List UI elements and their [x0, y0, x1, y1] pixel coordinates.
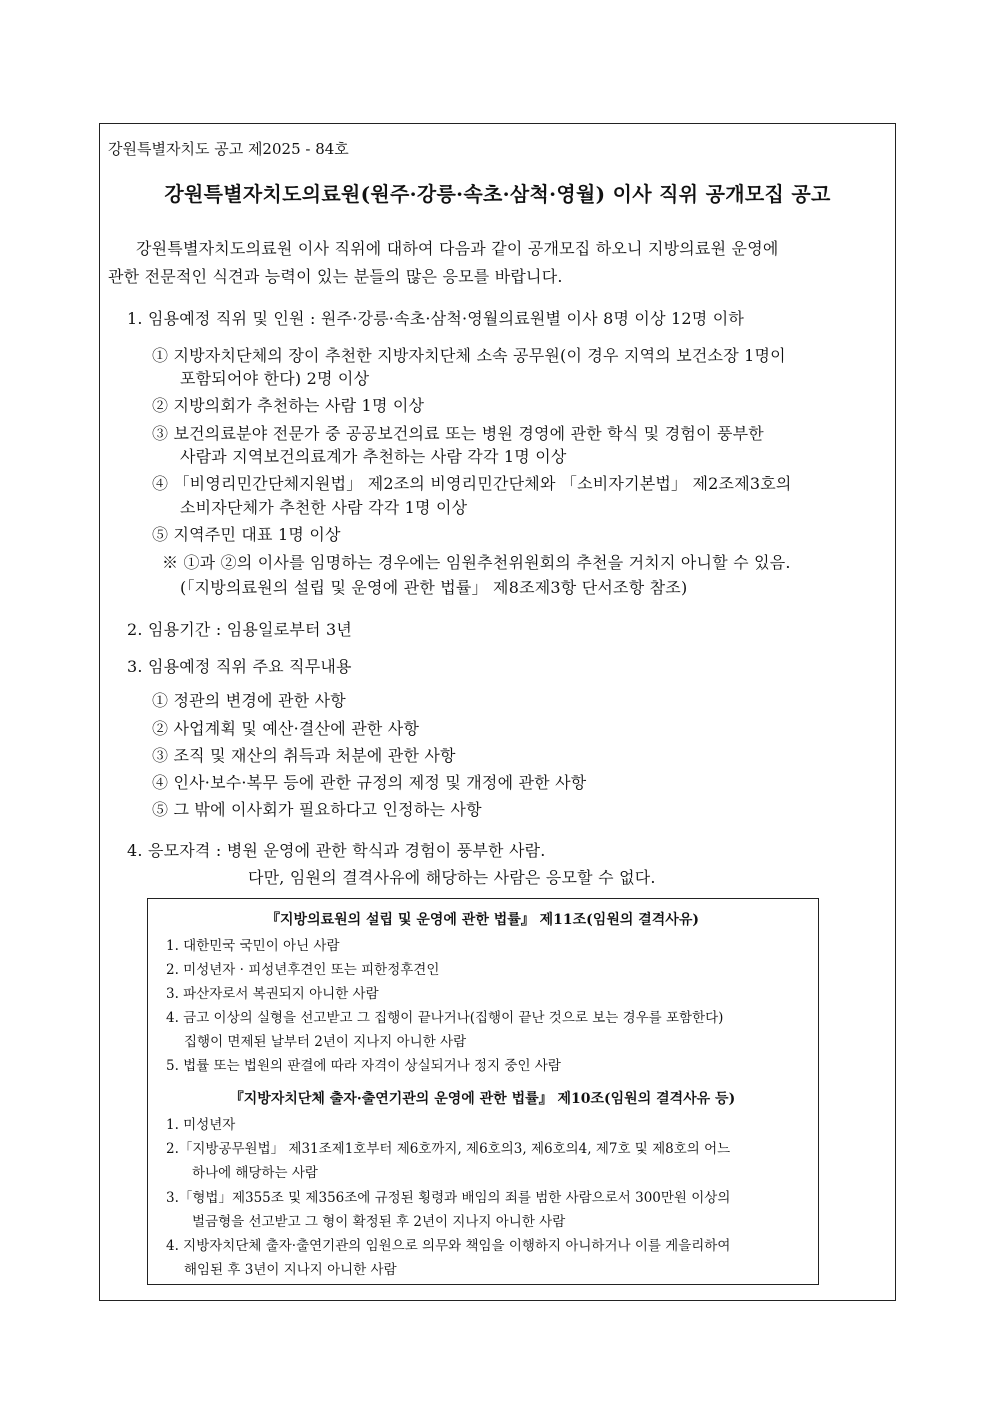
law-2-item-1: 1. 미성년자: [166, 1117, 236, 1133]
intro-line-1: 강원특별자치도의료원 이사 직위에 대하여 다음과 같이 공개모집 하오니 지방의료원 운영에: [136, 239, 779, 258]
section-3-item-3: ③ 조직 및 재산의 취득과 처분에 관한 사항: [152, 746, 456, 765]
section-1-item-1: ① 지방자치단체의 장이 추천한 지방자치단체 소속 공무원(이 경우 지역의 보건소장 1명이: [152, 346, 786, 365]
section-3-heading: 3. 임용예정 직위 주요 직무내용: [127, 657, 352, 676]
page-title: 강원특별자치도의료원(원주·강릉·속초·삼척·영월) 이사 직위 공개모집 공고: [164, 182, 831, 206]
law-1-item-4: 4. 금고 이상의 실형을 선고받고 그 집행이 끝나거나(집행이 끝난 것으로 보는 경우를 포함한다): [166, 1010, 724, 1026]
document-frame: [99, 123, 896, 1301]
section-3-item-1: ① 정관의 변경에 관한 사항: [152, 691, 346, 710]
law-1-item-5: 5. 법률 또는 법원의 판결에 따라 자격이 상실되거나 정지 중인 사람: [166, 1058, 561, 1074]
section-1-note-cont: (「지방의료원의 설립 및 운영에 관한 법률」 제8조제3항 단서조항 참조): [180, 578, 688, 597]
section-4-heading: 4. 응모자격 : 병원 운영에 관한 학식과 경험이 풍부한 사람.: [127, 841, 546, 860]
section-1-item-4-cont: 소비자단체가 추천한 사람 각각 1명 이상: [180, 498, 468, 517]
section-1-item-3-cont: 사람과 지역보건의료계가 추천하는 사람 각각 1명 이상: [180, 447, 567, 466]
law-2-title: 『지방자치단체 출자·출연기관의 운영에 관한 법률』 제10조(임원의 결격사유 등): [229, 1091, 736, 1107]
law-2-item-4-cont: 해임된 후 3년이 지나지 아니한 사람: [184, 1262, 397, 1278]
notice-number: 강원특별자치도 공고 제2025 - 84호: [108, 140, 349, 158]
law-2-item-3: 3.「형법」제355조 및 제356조에 규정된 횡령과 배임의 죄를 범한 사람으로서 300만원 이상의: [166, 1190, 731, 1206]
disqualification-box: [147, 898, 819, 1285]
section-1-item-1-cont: 포함되어야 한다) 2명 이상: [180, 369, 370, 388]
law-2-item-2: 2.「지방공무원법」 제31조제1호부터 제6호까지, 제6호의3, 제6호의4, 제7호 및 제8호의 어느: [166, 1141, 731, 1157]
law-1-item-2: 2. 미성년자 · 피성년후견인 또는 피한정후견인: [166, 962, 440, 978]
section-1-note: ※ ①과 ②의 이사를 임명하는 경우에는 임원추천위원회의 추천을 거치지 아니할 수 있음.: [162, 553, 791, 572]
intro-line-2: 관한 전문적인 식견과 능력이 있는 분들의 많은 응모를 바랍니다.: [108, 267, 563, 286]
section-1-item-4: ④ 「비영리민간단체지원법」 제2조의 비영리민간단체와 「소비자기본법」 제2조제3호의: [152, 474, 792, 493]
law-1-item-4-cont: 집행이 면제된 날부터 2년이 지나지 아니한 사람: [184, 1034, 467, 1050]
section-2-heading: 2. 임용기간 : 임용일로부터 3년: [127, 620, 352, 639]
law-1-item-1: 1. 대한민국 국민이 아닌 사람: [166, 938, 340, 954]
section-3-item-4: ④ 인사·보수·복무 등에 관한 규정의 제정 및 개정에 관한 사항: [152, 773, 587, 792]
section-1-item-3: ③ 보건의료분야 전문가 중 공공보건의료 또는 병원 경영에 관한 학식 및 경험이 풍부한: [152, 424, 764, 443]
section-1-item-2: ② 지방의회가 추천하는 사람 1명 이상: [152, 396, 425, 415]
law-2-item-2-cont: 하나에 해당하는 사람: [192, 1165, 318, 1181]
section-3-item-2: ② 사업계획 및 예산·결산에 관한 사항: [152, 719, 420, 738]
law-2-item-4: 4. 지방자치단체 출자·출연기관의 임원으로 의무와 책임을 이행하지 아니하거나 이를 게을리하여: [166, 1238, 731, 1254]
section-1-item-5: ⑤ 지역주민 대표 1명 이상: [152, 525, 341, 544]
section-4-line-2: 다만, 임원의 결격사유에 해당하는 사람은 응모할 수 없다.: [248, 868, 656, 887]
section-1-heading: 1. 임용예정 직위 및 인원 : 원주·강릉·속초·삼척·영월의료원별 이사 8명 이상 12명 이하: [127, 309, 745, 328]
law-2-item-3-cont: 벌금형을 선고받고 그 형이 확정된 후 2년이 지나지 아니한 사람: [192, 1214, 566, 1230]
section-3-item-5: ⑤ 그 밖에 이사회가 필요하다고 인정하는 사항: [152, 800, 482, 819]
law-1-title: 『지방의료원의 설립 및 운영에 관한 법률』 제11조(임원의 결격사유): [266, 912, 699, 928]
law-1-item-3: 3. 파산자로서 복권되지 아니한 사람: [166, 986, 379, 1002]
